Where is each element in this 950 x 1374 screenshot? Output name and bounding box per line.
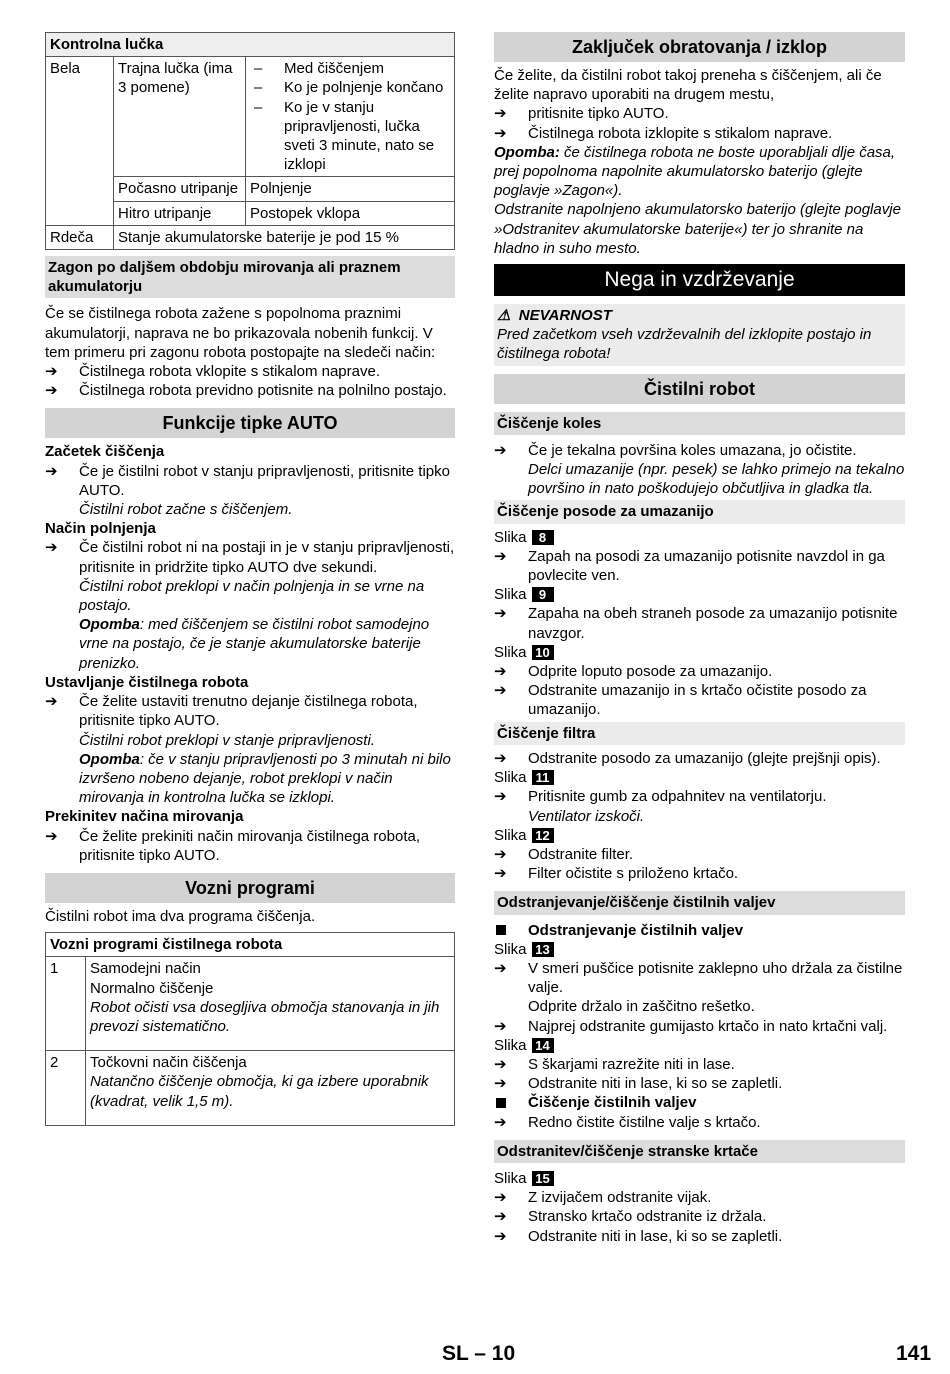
auto-heading: Funkcije tipke AUTO [45,408,455,438]
list-item: ➔ Redno čistite čistilne valje s krtačo. [494,1113,761,1131]
arrow-icon: ➔ [494,605,507,623]
list-item: ➔ Odprite loputo posode za umazanijo. [494,663,773,681]
polnjenje-result: Čistilni robot preklopi v način polnjenja in se vrne na postajo. [79,577,425,615]
list-item: ➔ Če je tekalna površina koles umazana, jo očistite. [494,441,857,459]
nega-heading: Nega in vzdrževanje [494,264,905,296]
figure-ref: Slika 14 [494,1036,905,1055]
arrow-icon: ➔ [494,845,507,863]
list-item: ➔ Stransko krtačo odstranite iz držala. [494,1208,767,1226]
list-item: ➔ V smeri puščice potisnite zaklepno uho držala za čistilne valje. [494,959,903,997]
list-item: ➔ Čistilnega robota vklopite s stikalom naprave. [45,363,380,381]
arrow-icon: ➔ [494,1113,507,1131]
robot-heading: Čistilni robot [494,374,905,404]
arrow-icon: ➔ [45,827,58,845]
right-column [494,32,905,1246]
arrow-icon: ➔ [45,693,58,711]
figure-ref: Slika 12 [494,826,905,845]
arrow-icon: ➔ [494,1017,507,1035]
arrow-icon: ➔ [494,749,507,767]
footer-code: SL – 10 [442,1342,516,1365]
arrow-icon: ➔ [494,441,507,459]
arrow-icon: ➔ [494,788,507,806]
list-item: ➔ Čistilnega robota previdno potisnite na polnilno postajo. [45,382,447,400]
rdeca-cell: Rdeča [46,225,114,249]
square-bullet-icon [494,1093,528,1112]
arrow-icon: ➔ [494,1208,507,1226]
arrow-icon: ➔ [494,1189,507,1207]
list-item: ➔ Odstranite niti in lase, ki so se zapletli. [494,1075,783,1093]
trajna-cell: Trajna lučka (ima 3 pomene) [114,57,246,177]
list-item: Čiščenje čistilnih valjev [494,1093,905,1112]
arrow-icon: ➔ [494,959,507,977]
arrow-icon: ➔ [494,124,507,142]
figure-ref: Slika 15 [494,1169,905,1188]
list-item: ➔ Z izvijačem odstranite vijak. [494,1189,712,1207]
list-item: – Ko je polnjenje končano [254,79,444,97]
list-item: ➔ Zapah na posodi za umazanijo potisnite navzdol in ga povlecite ven. [494,547,885,585]
figure-ref: Slika 13 [494,940,905,959]
list-item: – Ko je v stanju pripravljenosti, lučka sveti 3 minute, nato se izklopi [254,98,435,174]
ustavljanje-result: Čistilni robot preklopi v stanje pripravljenosti. [79,731,375,749]
arrow-icon: ➔ [494,682,507,700]
list-item: ➔ Zapaha na obeh straneh posode za umazanijo potisnite navzgor. [494,605,898,642]
fig13-result: Odprite držalo in zaščitno rešetko. [528,998,755,1016]
square-bullet-icon [494,921,528,940]
pocasno-value: Polnjenje [246,177,455,201]
list-item: ➔ Filter očistite s priloženo krtačo. [494,865,739,883]
warning-icon: ⚠ [497,307,511,325]
list-item: ➔ Če čistilni robot ni na postaji in je v stanju pripravljenosti, pritisnite in pridržite tipko AUTO dve sekundi. [45,539,455,576]
table-row: 2 Točkovni način čiščenja Natančno čiščenje območja, ki ga izbere uporabnik (kvadrat, velik 1,5 m). [46,1051,455,1126]
arrow-icon: ➔ [494,1055,507,1073]
zacetek-title: Začetek čiščenja [45,443,165,461]
prekinitev-title: Prekinitev načina mirovanja [45,808,244,826]
polnjenje-note: Opomba: med čiščenjem se čistilni robot samodejno vrne na postajo, če je stanje akumulatorske baterije prenizko. [79,616,430,672]
figure-ref: Slika 11 [494,768,905,787]
programs-table [45,932,455,1126]
list-item: ➔ Čistilnega robota izklopite s stikalom naprave. [494,124,833,142]
list-item: Odstranjevanje čistilnih valjev [494,921,905,940]
list-item: ➔ Če želite ustaviti trenutno dejanje čistilnega robota, pritisnite tipko AUTO. [45,693,418,730]
arrow-icon: ➔ [494,1075,507,1093]
status-table-header: Kontrolna lučka [46,33,455,57]
arrow-icon: ➔ [494,105,507,123]
hitro-value: Postopek vklopa [246,201,455,225]
zakljucek-note2: Odstranite napolnjeno akumulatorsko baterijo (glejte poglavje »Odstranitev akumulatorske baterije«) ter jo shranite na hladno in suho mesto. [494,201,901,257]
list-item: – Med čiščenjem [254,60,385,78]
filtra-heading: Čiščenje filtra [494,722,905,745]
list-item: ➔ Odstranite umazanijo in s krtačo očistite posodo za umazanijo. [494,682,867,719]
list-item: ➔ S škarjami razrežite niti in lase. [494,1055,735,1073]
figure-ref: Slika 8 [494,528,905,547]
arrow-icon: ➔ [494,663,507,681]
arrow-icon: ➔ [45,539,58,557]
status-light-table [45,32,455,250]
zakljucek-heading: Zaključek obratovanja / izklop [494,32,905,62]
arrow-icon: ➔ [494,1227,507,1245]
koles-note: Delci umazanije (npr. pesek) se lahko primejo na tekalno površino in nato poškodujejo občutljiva in gladka tla. [528,461,905,498]
zagon-text: Če se čistilnega robota zažene s popolnoma praznimi akumulatorji, naprava ne bo prikazovala nobenih funkcij. V tem primeru pri zagonu robota postopajte na sledeči način: [45,305,436,361]
figure-ref: Slika 9 [494,585,905,604]
arrow-icon: ➔ [45,363,58,381]
arrow-icon: ➔ [494,865,507,883]
zagon-heading: Zagon po daljšem obdobju mirovanja ali praznem akumulatorju [45,256,455,298]
list-item: ➔ Odstranite posodo za umazanijo (glejte prejšnji opis). [494,749,881,767]
page-number: 141 [896,1342,932,1365]
danger-warning: ⚠ NEVARNOST Pred začetkom vseh vzdrževalnih del izklopite postajo in čistilnega robota! [494,304,905,366]
vozni-heading: Vozni programi [45,873,455,903]
list-item: ➔ Pritisnite gumb za odpahnitev na ventilatorju. [494,788,827,806]
polnjenje-title: Način polnjenja [45,520,156,538]
arrow-icon: ➔ [45,462,58,480]
koles-heading: Čiščenje koles [494,412,905,435]
bela-cell: Bela [46,57,114,226]
zakljucek-text: Če želite, da čistilni robot takoj preneha s čiščenjem, ali če želite napravo uporabiti na drugem mestu, [494,67,882,104]
krtace-heading: Odstranitev/čiščenje stranske krtače [494,1140,905,1163]
table-row: 1 Samodejni način Normalno čiščenje Robot očisti vsa dosegljiva območja stanovanja in jih prevozi sistematično. [46,957,455,1051]
trajna-meanings [246,57,455,177]
posoda-heading: Čiščenje posode za umazanijo [494,500,905,523]
ustavljanje-note: Opomba: če v stanju pripravljenosti po 3 minutah ni bilo izvršeno nobeno dejanje, robot preklopi v način mirovanja in kontrolna lučka se izklopi. [79,750,451,807]
ustavljanje-title: Ustavljanje čistilnega robota [45,673,249,691]
vozni-intro: Čistilni robot ima dva programa čiščenja. [45,907,316,925]
list-item: ➔ Če je čistilni robot v stanju pripravljenosti, pritisnite tipko AUTO. [45,462,450,499]
rdeca-value: Stanje akumulatorske baterije je pod 15 % [114,225,455,249]
fig11-result: Ventilator izskoči. [528,807,645,825]
list-item: ➔ Najprej odstranite gumijasto krtačo in nato krtačni valj. [494,1017,888,1035]
arrow-icon: ➔ [494,547,507,565]
figure-ref: Slika 10 [494,643,905,662]
zacetek-result: Čistilni robot začne s čiščenjem. [79,501,293,519]
list-item: ➔ Če želite prekiniti način mirovanja čistilnega robota, pritisnite tipko AUTO. [45,827,421,864]
list-item: ➔ Odstranite niti in lase, ki so se zapletli. [494,1227,783,1245]
hitro-cell: Hitro utripanje [114,201,246,225]
list-item: ➔ Odstranite filter. [494,845,634,863]
zakljucek-note: Opomba: če čistilnega robota ne boste uporabljali dlje časa, prej popolnoma napolnite akumulatorsko baterijo (glejte poglavje »Zagon«). [494,143,896,200]
pocasno-cell: Počasno utripanje [114,177,246,201]
valji-heading: Odstranjevanje/čiščenje čistilnih valjev [494,891,905,914]
programs-table-header: Vozni programi čistilnega robota [46,933,455,957]
left-column [45,32,455,1126]
arrow-icon: ➔ [45,382,58,400]
list-item: ➔ pritisnite tipko AUTO. [494,105,669,123]
